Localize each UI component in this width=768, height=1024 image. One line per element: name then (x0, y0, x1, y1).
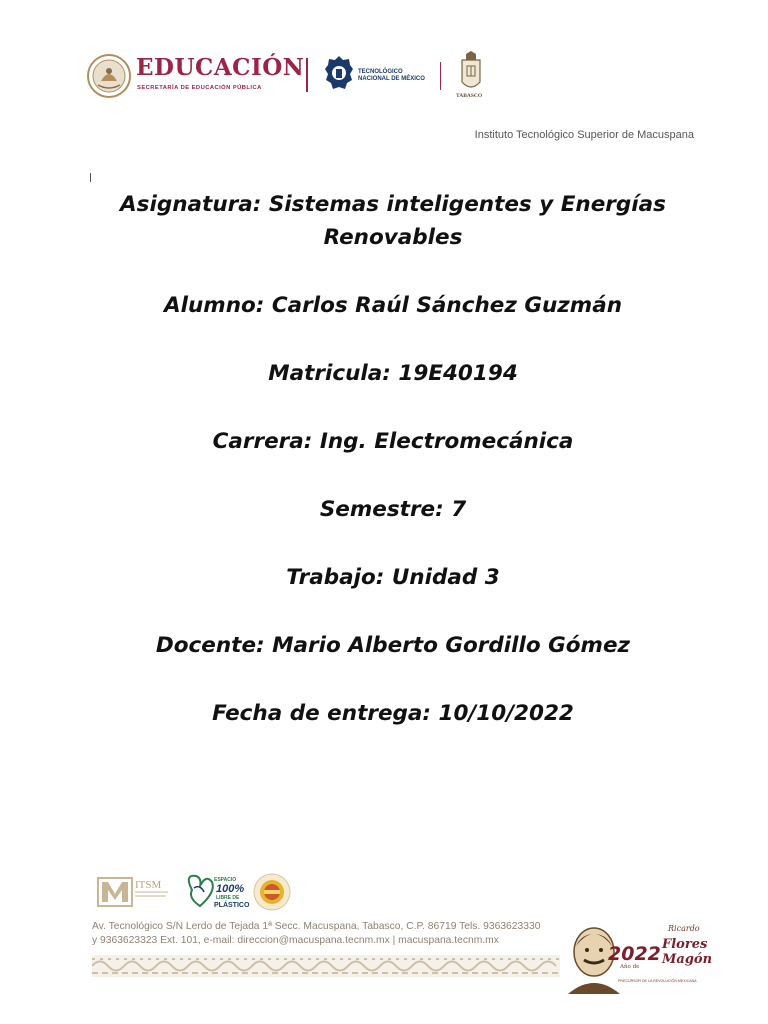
plastic-free-line-2: LIBRE DE (216, 895, 240, 901)
tabasco-label: TABASCO (456, 93, 483, 99)
teacher: Docente: Mario Alberto Gordillo Gómez (155, 633, 631, 658)
education-subtitle: SECRETARÍA DE EDUCACIÓN PÚBLICA (137, 85, 262, 91)
subject-line-2: Renovables (323, 225, 463, 250)
address-line-1: Av. Tecnológico S/N Lerdo de Tejada 1ª Secc. Macuspana, Tabasco, C.P. 86719 Tels. 9363623330 (92, 921, 541, 932)
flores-magon-emblem (562, 916, 712, 996)
tabasco-shield-icon (458, 50, 484, 98)
career: Carrera: Ing. Electromecánica (212, 429, 574, 454)
address-line-2: y 9363623323 Ext. 101, e-mail: direccion@macuspana.tecnm.mx | macuspana.tecnm.mx (92, 935, 499, 946)
enrollment-number: Matricula: 19E40194 (268, 361, 518, 386)
semester: Semestre: 7 (319, 497, 467, 522)
year-caption: Año de (620, 964, 640, 970)
decorative-pattern-band (92, 955, 560, 977)
education-title: EDUCACIÓN (136, 54, 305, 81)
header-divider-2 (440, 62, 441, 90)
plastic-free-line-3: PLÁSTICO (214, 902, 250, 909)
text-cursor-mark (90, 173, 91, 182)
itsm-text: ITSM (135, 879, 162, 891)
badge-icon (254, 874, 290, 910)
subject-line-1: Asignatura: Sistemas inteligentes y Energías (120, 192, 666, 217)
student-name: Alumno: Carlos Raúl Sánchez Guzmán (163, 293, 623, 318)
ricardo-text: Ricardo (668, 924, 700, 933)
footer-address (92, 920, 540, 948)
magon-text: Magón (662, 952, 712, 967)
precursor-text: PRECURSOR DE LA REVOLUCIÓN MEXICANA (618, 979, 697, 983)
plastic-free-line-1: ESPACIO (214, 877, 237, 883)
tecnm-line-2: NACIONAL DE MÉXICO (358, 76, 425, 82)
flores-text: Flores (662, 937, 708, 952)
plastic-free-percent: 100% (216, 883, 245, 895)
cover-content (60, 188, 726, 730)
itsm-logo-icon (98, 878, 168, 906)
plastic-free-icon (189, 876, 250, 909)
header-divider (306, 58, 308, 92)
tecnm-line-1: TECNOLÓGICO (358, 69, 403, 75)
tecnm-gear-icon (324, 54, 354, 96)
assignment: Trabajo: Unidad 3 (286, 565, 500, 590)
institute-name: Instituto Tecnológico Superior de Macuspana (474, 129, 694, 141)
footer-logos (96, 868, 306, 918)
tecnm-text (358, 69, 425, 83)
header-logos (86, 48, 506, 108)
year-text: 2022 (608, 943, 661, 965)
due-date: Fecha de entrega: 10/10/2022 (212, 701, 574, 726)
mexican-seal-icon (86, 53, 132, 99)
